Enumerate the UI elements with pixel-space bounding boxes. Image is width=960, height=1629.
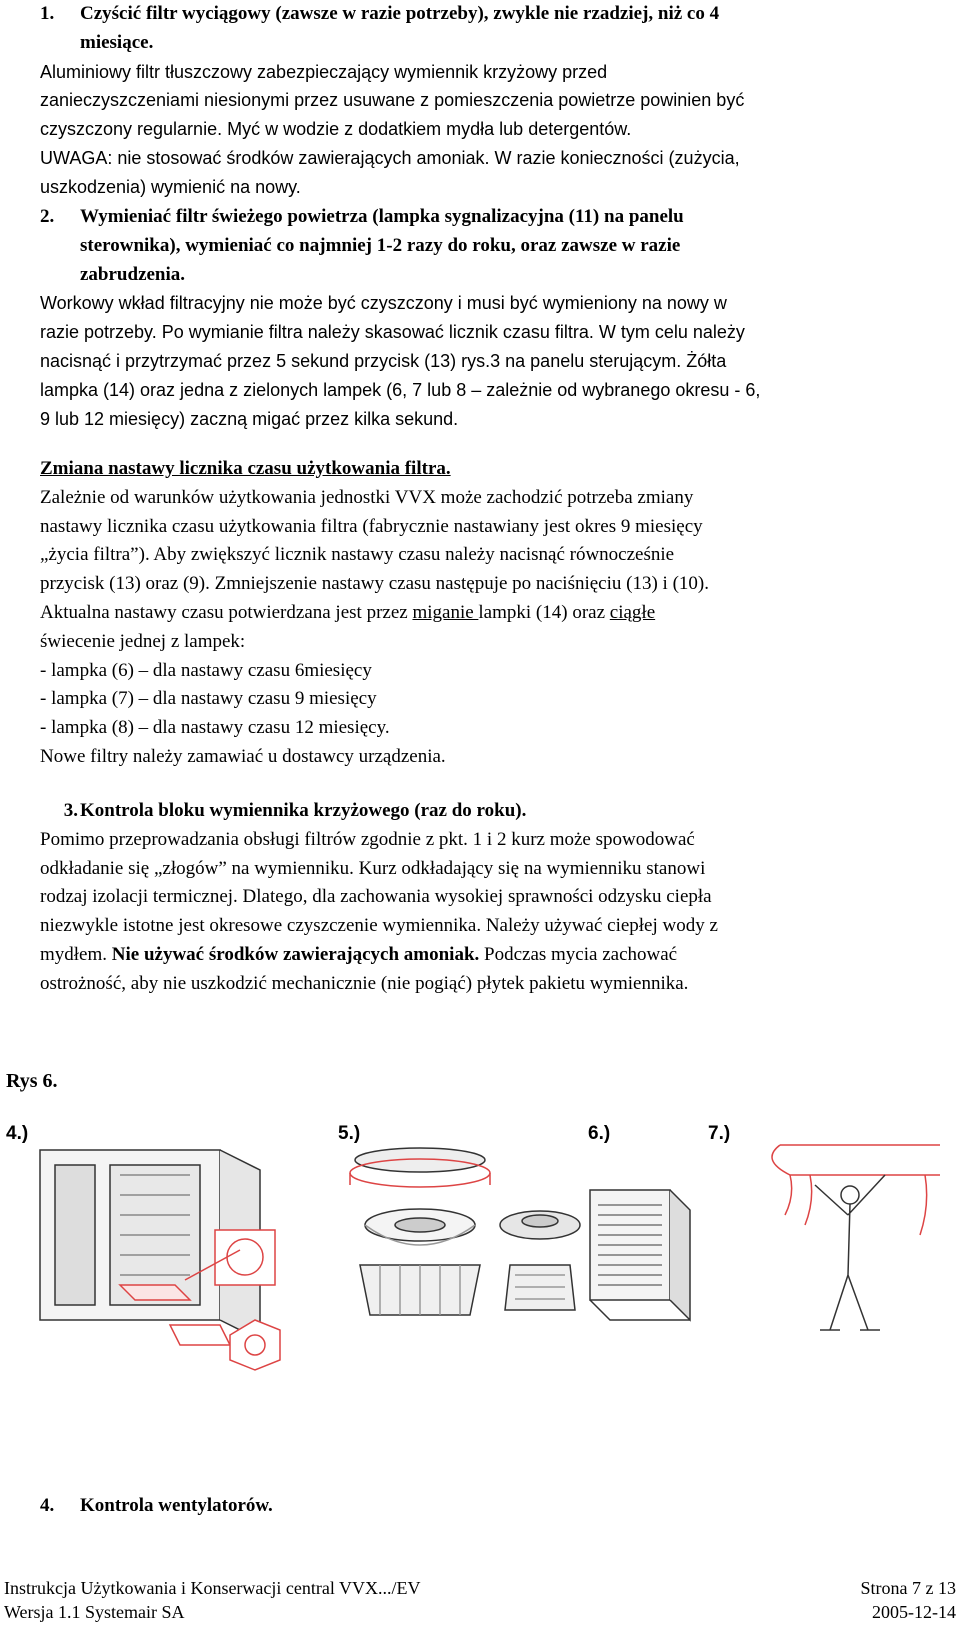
counter-line: Zależnie od warunków użytkowania jednostki VVX może zachodzić potrzeba zmiany [40, 486, 694, 508]
section-1-heading-cont: miesiące. [80, 31, 154, 53]
counter-line: nastawy licznika czasu użytkowania filtra (fabrycznie nastawiany jest okres 9 miesięcy [40, 515, 703, 537]
section-1 [40, 0, 940, 202]
section-1-line: Aluminiowy filtr tłuszczowy zabezpieczający wymiennik krzyżowy przed [40, 61, 608, 82]
figure-label-4: 4.) [6, 1123, 29, 1144]
grille-drawing [590, 1190, 690, 1320]
footer-version: Wersja 1.1 Systemair SA [4, 1602, 185, 1622]
lamp-list-item: - lampka (7) – dla nastawy czasu 9 miesięcy [40, 688, 377, 710]
section-1-line: zanieczyszczeniami niesionymi przez usuwane z pomieszczenia powietrze powinien być [40, 90, 745, 111]
section-3-line: mydłem. Nie używać środków zawierających amoniak. Podczas mycia zachować [40, 943, 678, 965]
counter-line: Nowe filtry należy zamawiać u dostawcy urządzenia. [40, 745, 446, 767]
counter-confirm-line: Aktualna nastawy czasu potwierdzana jest przez miganie lampki (14) oraz ciągłe [40, 601, 656, 623]
section-2-line: nacisnąć i przytrzymać przez 5 sekund przycisk (13) rys.3 na panelu sterującym. Żółta [40, 350, 727, 371]
section-3-line: rodzaj izolacji termicznej. Dlatego, dla zachowania wysokiej sprawności odzysku ciepła [40, 886, 712, 908]
section-1-line: uszkodzenia) wymienić na nowy. [40, 176, 301, 197]
footer-line-2 [4, 1602, 956, 1623]
footer-date: 2005-12-14 [872, 1602, 956, 1622]
unit-filter-drawing [40, 1150, 280, 1370]
duct-cleaning-drawing [772, 1145, 940, 1330]
section-3-line: ostrożność, aby nie uszkodzić mechanicznie (nie pogiąć) płytek pakietu wymiennika. [40, 972, 689, 994]
section-2-heading: 2. Wymieniać filtr świeżego powietrza (lampka sygnalizacyjna (11) na panelu [40, 206, 684, 227]
section-2-line: Workowy wkład filtracyjny nie może być czyszczony i musi być wymieniony na nowy w [40, 293, 727, 314]
section-4-heading: 4. Kontrola wentylatorów. [40, 1495, 273, 1516]
section-2-heading-cont: sterownika), wymieniać co najmniej 1-2 razy do roku, oraz zawsze w razie [80, 234, 681, 256]
footer-page-number: Strona 7 z 13 [860, 1578, 956, 1598]
section-3 [40, 797, 940, 999]
counter-line: świecenie jednej z lampek: [40, 630, 246, 652]
section-2-line: razie potrzeby. Po wymianie filtra należy skasować licznik czasu filtra. W tym celu należy [40, 322, 745, 343]
figure-illustration [0, 1115, 960, 1375]
counter-section [40, 455, 940, 772]
section-4 [40, 1492, 940, 1521]
section-2 [40, 203, 940, 433]
section-2-line: lampka (14) oraz jedna z zielonych lampek (6, 7 lub 8 – zależnie od wybranego okresu - 6, [40, 379, 761, 400]
counter-line: „życia filtra”). Aby zwiększyć licznik nastawy czasu należy nacisnąć równocześnie [40, 544, 675, 566]
section-1-line: UWAGA: nie stosować środków zawierających amoniak. W razie konieczności (zużycia, [40, 147, 740, 168]
figure-label-6: 6.) [588, 1123, 611, 1144]
section-1-line: czyszczony regularnie. Myć w wodzie z dodatkiem mydła lub detergentów. [40, 119, 632, 140]
maintenance-figure [0, 1115, 960, 1375]
footer-doc-title: Instrukcja Użytkowania i Konserwacji central VVX.../EV [4, 1578, 421, 1598]
valve-drawing [350, 1148, 580, 1315]
section-3-line: niezwykle istotne jest okresowe czyszczenie wymiennika. Należy używać ciepłej wody z [40, 915, 718, 937]
lamp-list-item: - lampka (6) – dla nastawy czasu 6miesięcy [40, 659, 372, 681]
figure-label-5: 5.) [338, 1123, 361, 1144]
section-2-line: 9 lub 12 miesięcy) zaczną migać przez kilka sekund. [40, 408, 459, 429]
section-2-heading-cont: zabrudzenia. [80, 263, 186, 285]
section-3-line: odkładanie się „złogów” na wymienniku. Kurz odkładający się na wymienniku stanowi [40, 857, 706, 879]
counter-line: przycisk (13) oraz (9). Zmniejszenie nastawy czasu następuje po naciśnięciu (13) i (10). [40, 573, 709, 595]
section-3-line: Pomimo przeprowadzania obsługi filtrów zgodnie z pkt. 1 i 2 kurz może spowodować [40, 828, 695, 850]
section-1-heading: 1. Czyścić filtr wyciągowy (zawsze w razie potrzeby), zwykle nie rzadziej, niż co 4 [40, 3, 720, 24]
figure-label-7: 7.) [708, 1123, 731, 1144]
section-3-heading: 3. Kontrola bloku wymiennika krzyżowego (raz do roku). [63, 800, 527, 821]
lamp-list-item: - lampka (8) – dla nastawy czasu 12 miesięcy. [40, 717, 390, 739]
footer-line-1 [4, 1578, 956, 1599]
figure-caption: Rys 6. [6, 1070, 58, 1092]
counter-heading: Zmiana nastawy licznika czasu użytkowania filtra. [40, 458, 451, 479]
